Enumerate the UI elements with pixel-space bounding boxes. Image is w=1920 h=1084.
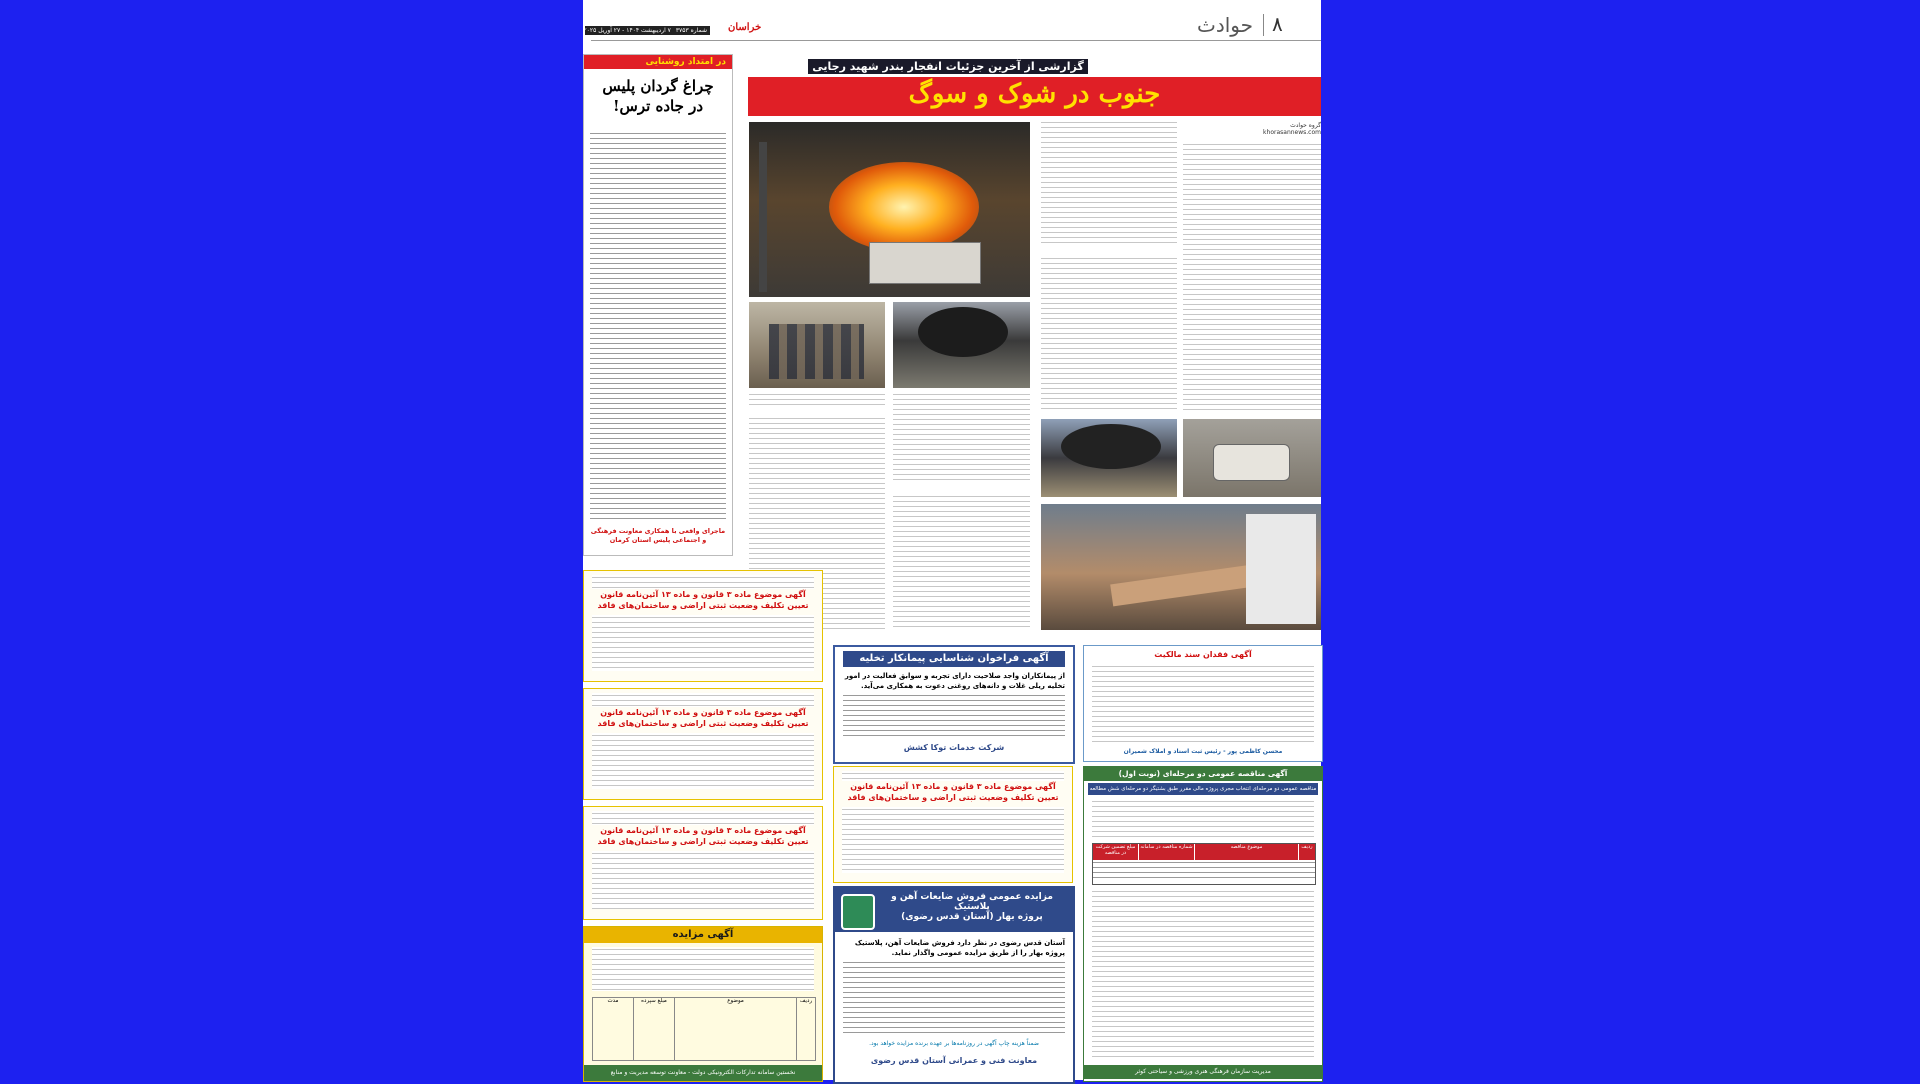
ad-center-2-body: [842, 807, 1064, 873]
truck-shape: [869, 242, 981, 284]
ad-right-2-intro: [1092, 799, 1314, 839]
kicker-text: گزارشی از آخرین جزئیات انفجار بندر شهید رجایی: [808, 59, 1087, 74]
fire-glow: [829, 162, 979, 252]
main-kicker: [748, 55, 1148, 74]
header-rule: [591, 40, 1321, 41]
auction-col-2: موضوع: [674, 998, 796, 1060]
header-divider-vertical: [1263, 14, 1264, 36]
issue-box: [585, 26, 710, 35]
byline-name: گروه حوادث: [1290, 122, 1321, 129]
ad-right-2-table: [1092, 843, 1316, 885]
byline: [1191, 122, 1321, 136]
auction-col-1: ردیف: [796, 998, 815, 1060]
page-header: [583, 0, 1321, 42]
ad-left-1: [583, 570, 823, 682]
issue-date: ۷ اردیبهشت ۱۴۰۴ - ۲۷ آوریل ۲۰۲۵: [583, 27, 671, 34]
ad-center-1-details: [843, 693, 1065, 737]
ad-right-2-title: آگهی مناقصه عمومی دو مرحله‌ای (نوبت اول): [1084, 767, 1322, 781]
main-headline: جنوب در شوک و سوگ: [908, 79, 1161, 109]
ad-center-1-body: از پیمانکاران واجد صلاحیت دارای تجربه و سوابق فعالیت در امور تخلیه ریلی غلات و دانه‌های روغنی دعوت به همکاری می‌آید.: [844, 672, 1065, 690]
photo-rescuers: [749, 302, 885, 388]
ad-right-2-table-header: [1093, 844, 1315, 860]
ad-center-3-details: [843, 960, 1065, 1034]
photo-smoke-port: [1041, 419, 1177, 497]
ad-center-1-title: آگهی فراخوان شناسایی پیمانکار تخلیه: [843, 651, 1065, 667]
ad-left-1-title: آگهی موضوع ماده ۳ قانون و ماده ۱۳ آئین‌نامه قانون تعیین تکلیف وضعیت ثبتی اراضی و ساختمان‌های فاقد: [597, 590, 809, 610]
ad-left-1-intro: [592, 575, 814, 589]
ad-left-2: [583, 688, 823, 800]
ad-center-3-footer: معاونت فنی و عمرانی آستان قدس رضوی: [870, 1056, 1038, 1065]
ad-left-2-intro: [592, 693, 814, 707]
sidebar-body-text: [590, 131, 726, 519]
ad-auction-footer: نخستین سامانه تدارکات الکترونیکی دولت - معاونت توسعه مدیریت و منابع: [584, 1065, 822, 1081]
article-column-3: [893, 392, 1030, 484]
ad-center-2-title: آگهی موضوع ماده ۳ قانون و ماده ۱۳ آئین‌نامه قانون تعیین تکلیف وضعیت ثبتی اراضی و ساختمان‌های فاقد: [847, 782, 1059, 802]
ad-center-1: [833, 645, 1075, 764]
ad-center-3-note: ضمناً هزینه چاپ آگهی در روزنامه‌ها بر عهده برنده مزایده خواهد بود.: [869, 1040, 1039, 1047]
newspaper-page: [583, 0, 1321, 1080]
ad-right-1-footer: محسن کاظمی پور - رئیس ثبت اسناد و املاک شمیران: [1123, 748, 1283, 755]
crane-shape: [759, 142, 767, 292]
ad-center-2: [833, 766, 1073, 883]
photo-caption: [749, 392, 885, 406]
photo-port-explosion: [749, 122, 1030, 297]
ad-auction-body: [592, 947, 814, 991]
auction-col-4: مدت: [607, 998, 619, 1004]
car-shape: [1213, 444, 1290, 481]
sidebar-column: [583, 54, 733, 556]
smoke-plume: [1061, 424, 1161, 469]
ad-right-2: [1083, 766, 1323, 1082]
article-column-1: [1183, 142, 1321, 412]
byline-email: khorasannews.com: [1263, 129, 1321, 136]
issue-number: شماره ۳۷۵۳: [675, 27, 707, 34]
article-column-2: [1041, 120, 1177, 245]
ad-left-2-title: آگهی موضوع ماده ۳ قانون و ماده ۱۳ آئین‌نامه قانون تعیین تکلیف وضعیت ثبتی اراضی و ساختمان‌های فاقد: [597, 708, 809, 728]
photo-black-smoke: [893, 302, 1030, 388]
tender-col-3: شماره مناقصه در سامانه: [1138, 844, 1194, 860]
photo-injured-ambulance: [1041, 504, 1321, 630]
ad-center-3-header: [835, 888, 1073, 932]
tender-col-2: موضوع مناقصه: [1194, 844, 1298, 860]
ad-auction-table: [592, 997, 816, 1061]
article-column-3b: [893, 494, 1030, 630]
masthead-logo: خراسان: [728, 22, 762, 33]
ad-left-3-title: آگهی موضوع ماده ۳ قانون و ماده ۱۳ آئین‌نامه قانون تعیین تکلیف وضعیت ثبتی اراضی و ساختمان‌های فاقد: [597, 826, 809, 846]
ad-center-1-company: شرکت خدمات توکا کشش: [903, 743, 1005, 752]
ad-center-3-subtitle: پروژه بهار (آستان قدس رضوی): [901, 912, 1043, 922]
ad-center-3-body: آستان قدس رضوی در نظر دارد فروش ضایعات آهن، پلاستیک پروژه بهار را از طریق مزایده عمومی واگذار نماید.: [854, 939, 1065, 957]
ad-right-1-body: [1092, 664, 1314, 744]
ad-right-2-subtitle: مناقصه عمومی دو مرحله‌ای انتخاب مجری پروژه مالی مقرر طبق بشتیگر دو مرحله‌ای شش مطالعه: [1088, 783, 1318, 795]
ad-left-3: [583, 806, 823, 920]
ad-left-2-body: [592, 733, 814, 789]
photo-damaged-car: [1183, 419, 1321, 497]
stretcher-shape: [1110, 564, 1262, 607]
ambulance-shape: [1246, 514, 1316, 624]
ad-center-3-title: مزایده عمومی فروش ضایعات آهن و پلاستیک: [891, 892, 1053, 912]
sidebar-signature: ماجرای واقعی با همکاری معاونت فرهنگی و اجتماعی پلیس استان کرمان: [590, 527, 726, 544]
auction-col-3: مبلغ سپرده: [633, 998, 674, 1060]
ad-right-1-title: آگهی فقدان سند مالکیت: [1154, 650, 1252, 659]
ad-right-2-body: [1092, 889, 1314, 1059]
ad-auction-title: آگهی مزایده: [584, 927, 822, 943]
ad-auction: [583, 926, 823, 1082]
tender-col-1: ردیف: [1298, 844, 1315, 860]
ad-left-3-body: [592, 851, 814, 909]
ad-center-2-intro: [842, 771, 1064, 781]
sidebar-label: در امتداد روشنایی: [584, 55, 732, 69]
ad-center-3: [833, 886, 1075, 1084]
figures-shape: [769, 324, 864, 379]
article-column-2b: [1041, 256, 1177, 412]
smoke-cloud: [918, 307, 1008, 357]
ad-right-2-table-row: [1093, 860, 1315, 882]
ad-right-1: [1083, 645, 1323, 762]
ad-left-3-intro: [592, 811, 814, 825]
sidebar-title-line2: در جاده ترس!: [612, 97, 704, 115]
ad-right-2-footer: مدیریت سازمان فرهنگی هنری ورزشی و سیاحتی کوثر: [1084, 1065, 1322, 1079]
ad-left-1-body: [592, 615, 814, 671]
page-number: ۸: [1272, 12, 1283, 36]
tender-col-4: مبلغ تضمین شرکت در مناقصه: [1095, 844, 1136, 856]
section-name: حوادث: [1197, 13, 1253, 37]
main-headline-band: [748, 77, 1321, 116]
astan-logo-icon: [841, 894, 875, 930]
sidebar-title-line1: چراغ گردان پلیس: [602, 77, 714, 95]
